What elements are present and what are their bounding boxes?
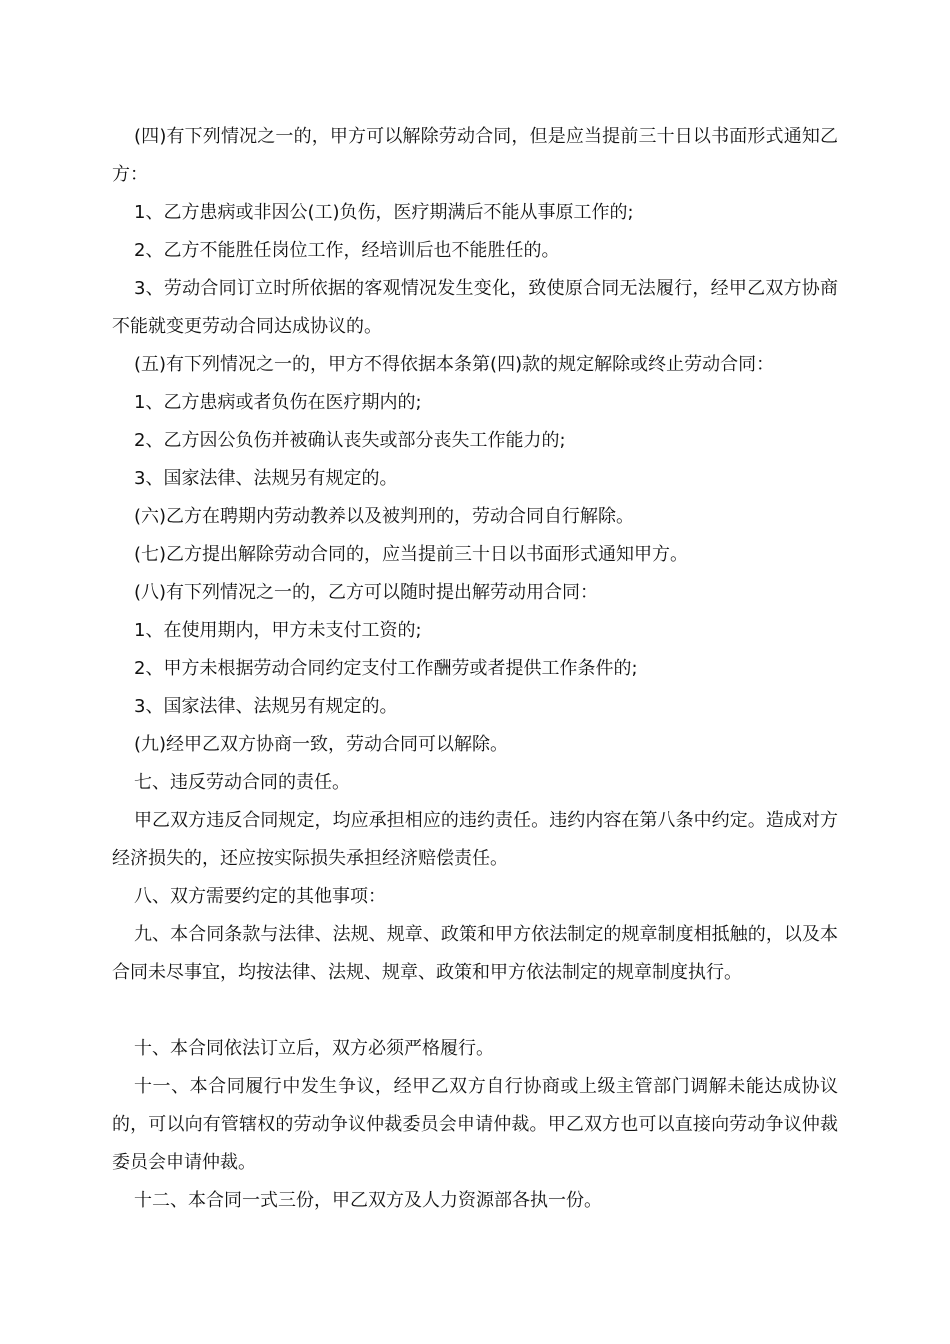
clause-4-paragraph: (四)有下列情况之一的，甲方可以解除劳动合同，但是应当提前三十日以书面形式通知乙方： — [112, 126, 838, 185]
clause-6-paragraph: (六)乙方在聘期内劳动教养以及被判刑的，劳动合同自行解除。 — [134, 506, 635, 527]
clause-4-item-2: 2、乙方不能胜任岗位工作，经培训后也不能胜任的。 — [134, 240, 560, 261]
clause-5-item-3: 3、国家法律、法规另有规定的。 — [134, 468, 398, 489]
section-8-heading: 八、双方需要约定的其他事项： — [134, 886, 386, 907]
section-9-paragraph: 九、本合同条款与法律、法规、规章、政策和甲方依法制定的规章制度相抵触的，以及本合同未尽事宜，均按法律、法规、规章、政策和甲方依法制定的规章制度执行。 — [112, 924, 838, 983]
clause-8-item-1: 1、在使用期内，甲方未支付工资的; — [134, 620, 422, 641]
document-body — [112, 118, 838, 1220]
blank-line — [112, 992, 838, 1030]
section-10-paragraph: 十、本合同依法订立后，双方必须严格履行。 — [134, 1038, 494, 1059]
clause-5-item-2: 2、乙方因公负伤并被确认丧失或部分丧失工作能力的; — [134, 430, 566, 451]
section-7-body: 甲乙双方违反合同规定，均应承担相应的违约责任。违约内容在第八条中约定。造成对方经济损失的，还应按实际损失承担经济赔偿责任。 — [112, 810, 838, 869]
section-11-paragraph: 十一、本合同履行中发生争议，经甲乙双方自行协商或上级主管部门调解未能达成协议的，可以向有管辖权的劳动争议仲裁委员会申请仲裁。甲乙双方也可以直接向劳动争议仲裁委员会申请仲裁。 — [112, 1076, 838, 1173]
clause-5-item-1: 1、乙方患病或者负伤在医疗期内的; — [134, 392, 422, 413]
section-7-heading: 七、违反劳动合同的责任。 — [134, 772, 350, 793]
clause-8-item-3: 3、国家法律、法规另有规定的。 — [134, 696, 398, 717]
clause-4-item-3: 3、劳动合同订立时所依据的客观情况发生变化，致使原合同无法履行，经甲乙双方协商不能就变更劳动合同达成协议的。 — [112, 278, 838, 337]
clause-8-item-2: 2、甲方未根据劳动合同约定支付工作酬劳或者提供工作条件的; — [134, 658, 638, 679]
clause-8-paragraph: (八)有下列情况之一的，乙方可以随时提出解劳动用合同： — [134, 582, 599, 603]
clause-4-item-1: 1、乙方患病或非因公(工)负伤，医疗期满后不能从事原工作的; — [134, 202, 634, 223]
clause-5-paragraph: (五)有下列情况之一的，甲方不得依据本条第(四)款的规定解除或终止劳动合同： — [134, 354, 775, 375]
section-12-paragraph: 十二、本合同一式三份，甲乙双方及人力资源部各执一份。 — [134, 1190, 602, 1211]
clause-7-paragraph: (七)乙方提出解除劳动合同的，应当提前三十日以书面形式通知甲方。 — [134, 544, 689, 565]
clause-9-paragraph: (九)经甲乙双方协商一致，劳动合同可以解除。 — [134, 734, 509, 755]
